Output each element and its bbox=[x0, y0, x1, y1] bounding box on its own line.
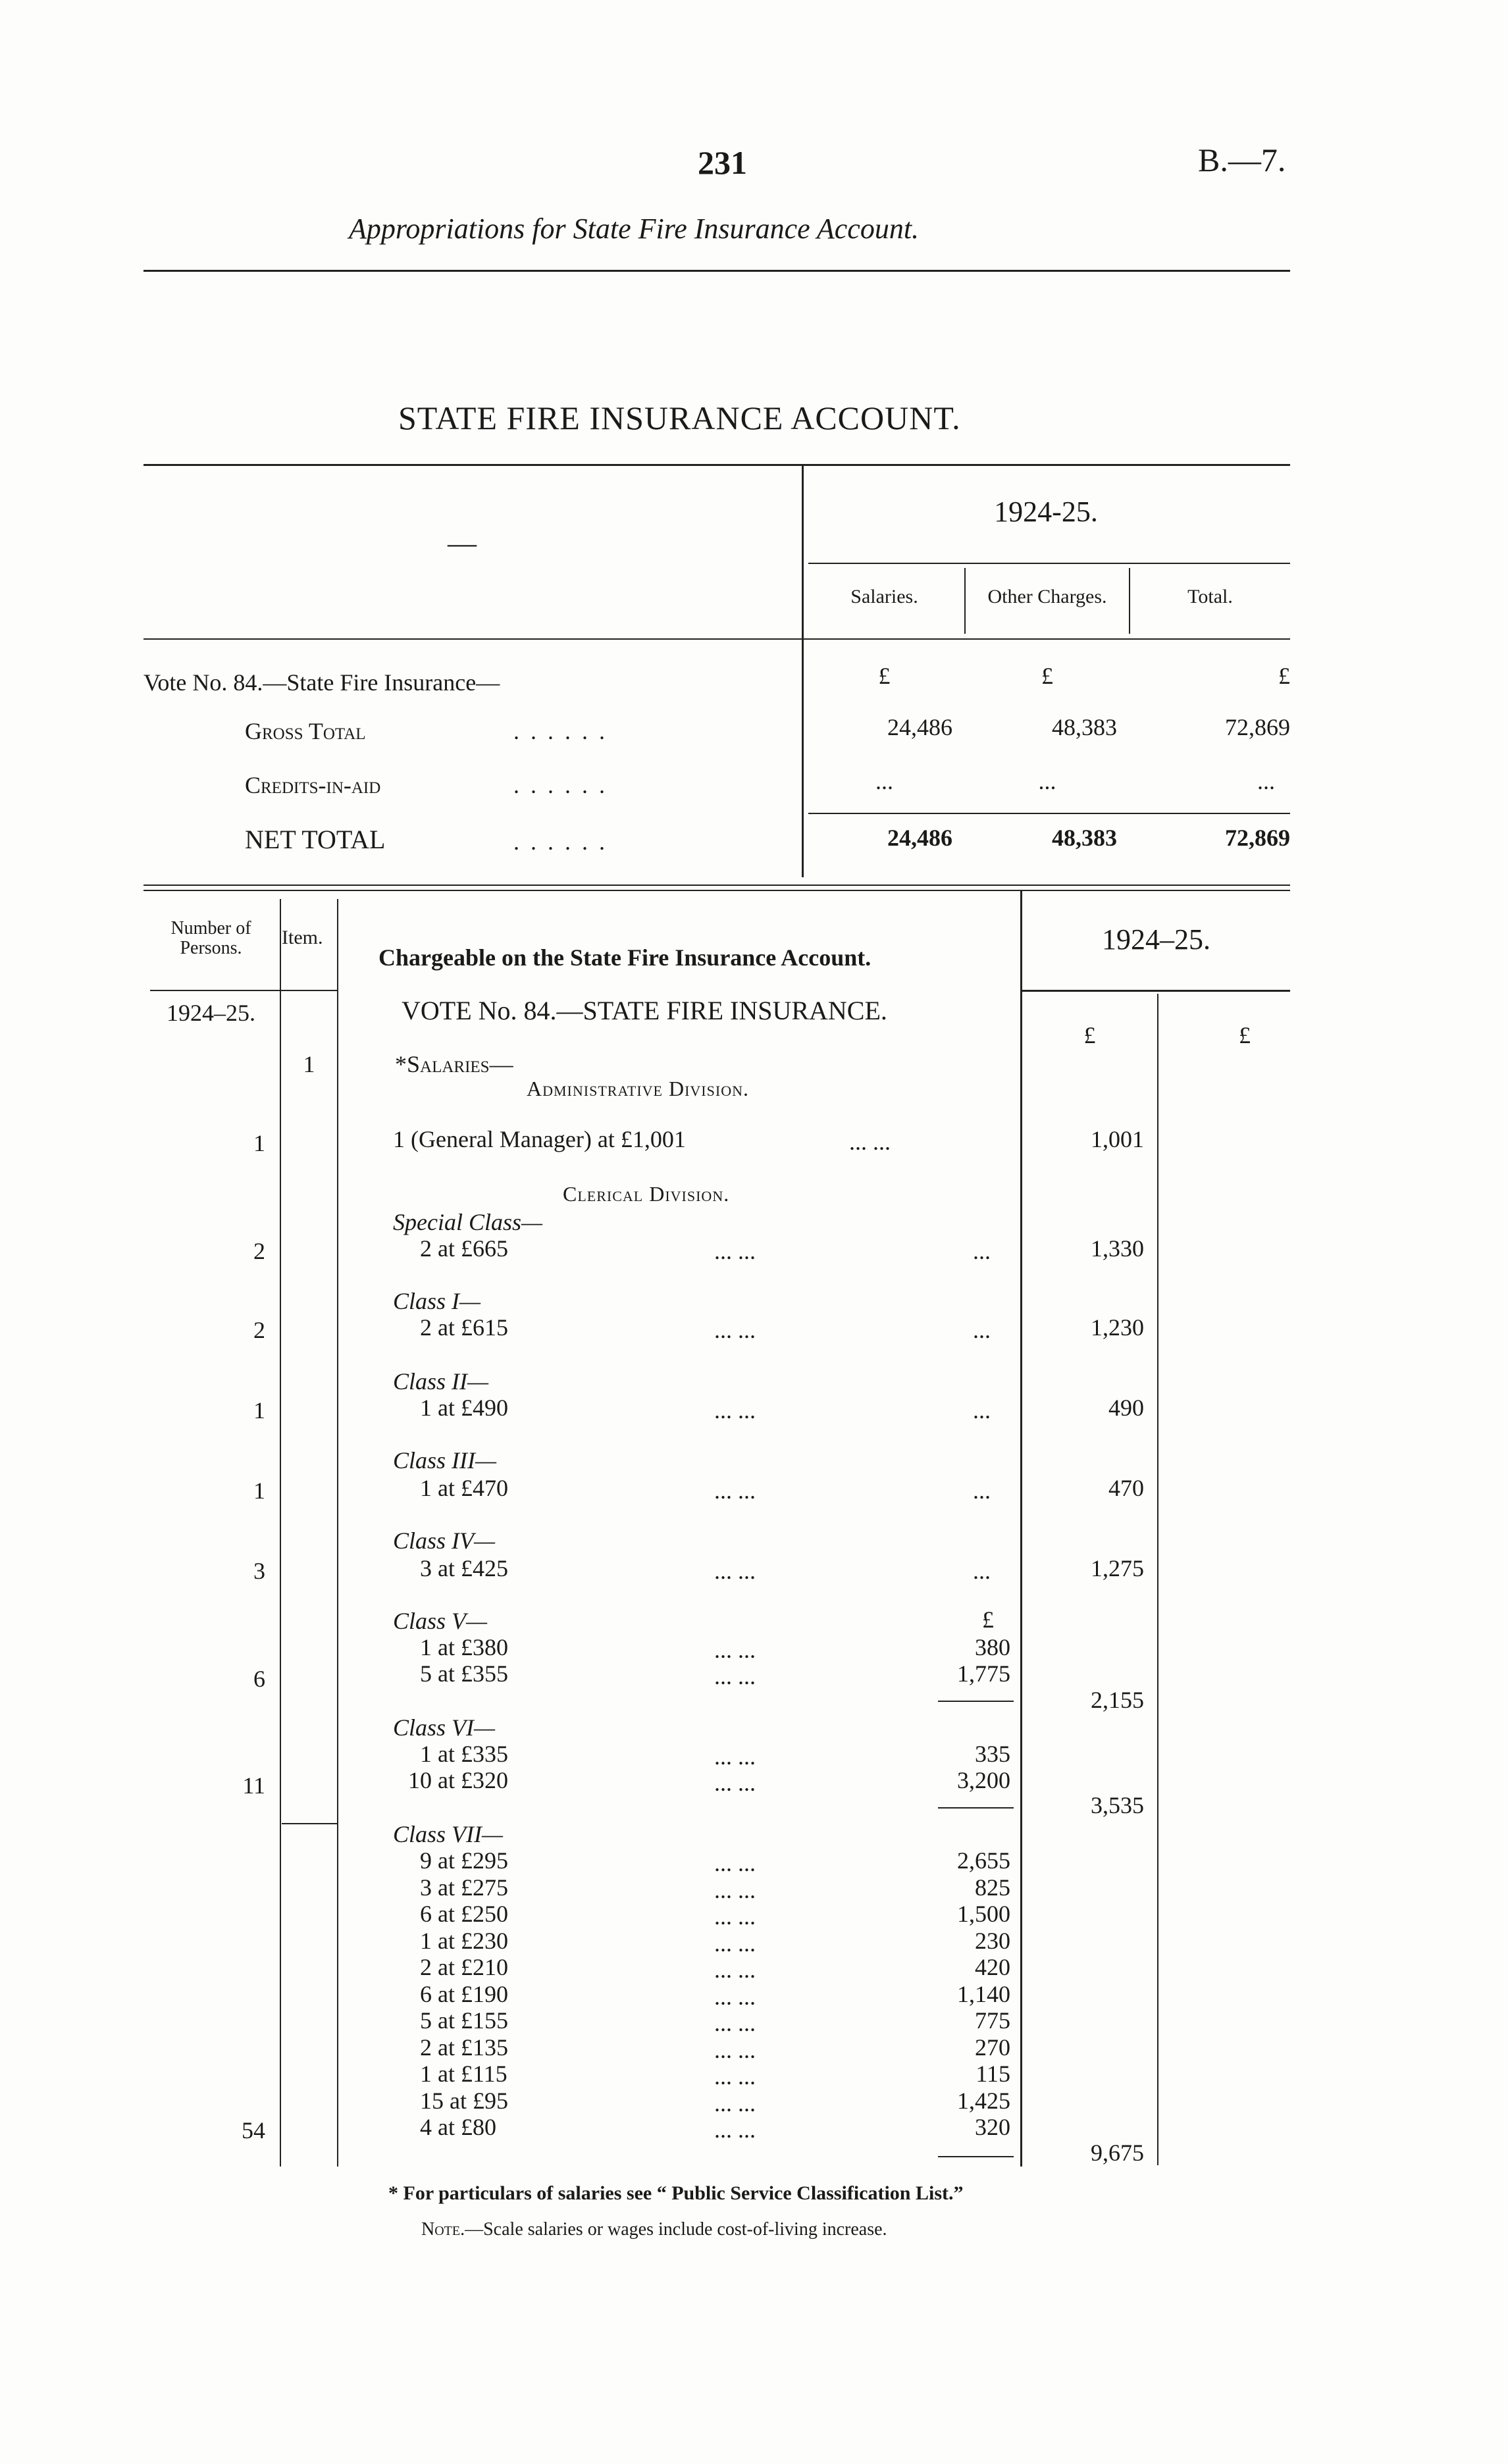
class-vii-amount: 270 bbox=[975, 2034, 1010, 2061]
class-vii-amount: 2,655 bbox=[957, 1847, 1010, 1874]
summary-year: 1924-25. bbox=[994, 496, 1098, 528]
detail-top-rule-1 bbox=[143, 885, 1290, 886]
class-vii-amount: 1,140 bbox=[957, 1981, 1010, 2007]
class-v-count: 6 bbox=[253, 1666, 265, 1692]
persons-item-divider bbox=[280, 899, 281, 2167]
detail-currency-2: £ bbox=[1239, 1022, 1251, 1048]
leader-dots-end: ... bbox=[973, 1477, 991, 1504]
leader-dots: ... ... bbox=[714, 1930, 756, 1957]
summary-header-rule bbox=[143, 638, 1290, 640]
class-iii-count: 1 bbox=[253, 1477, 265, 1504]
net-total-rule bbox=[808, 813, 1290, 814]
leader-dots: ... ... bbox=[714, 1770, 756, 1796]
leader-dots-end: ... bbox=[973, 1238, 991, 1264]
general-manager-line: 1 (General Manager) at £1,001 bbox=[393, 1126, 686, 1152]
vote-title: VOTE No. 84.—STATE FIRE INSURANCE. bbox=[402, 996, 887, 1025]
vote-label: Vote No. 84.—State Fire Insurance— bbox=[143, 669, 500, 696]
class-vii-line: 2 at £210 bbox=[420, 1954, 508, 1980]
leader-dots-end: ... bbox=[973, 1558, 991, 1584]
class-vii-line: 4 at £80 bbox=[420, 2114, 496, 2140]
class-vii-line: 1 at £230 bbox=[420, 1928, 508, 1954]
detail-year: 1924–25. bbox=[1102, 923, 1210, 956]
page-subtitle: Appropriations for State Fire Insurance Account. bbox=[349, 213, 920, 245]
leader-dots-end: ... bbox=[973, 1317, 991, 1343]
leader-dots-end: ... bbox=[973, 1397, 991, 1424]
amount-header-rule bbox=[1022, 990, 1290, 992]
class-iv-count: 3 bbox=[253, 1558, 265, 1584]
clerical-division: Clerical Division. bbox=[563, 1182, 730, 1206]
net-other: 48,383 bbox=[1052, 825, 1117, 851]
class-vii-amount: 320 bbox=[975, 2114, 1010, 2140]
detail-heading: Chargeable on the State Fire Insurance Account. bbox=[378, 944, 871, 971]
class-vii-amount: 775 bbox=[975, 2007, 1010, 2034]
detail-top-rule-2 bbox=[143, 890, 1290, 891]
class-v-subtotal-rule bbox=[938, 1701, 1014, 1702]
class-v-amount-1: 380 bbox=[975, 1634, 1010, 1660]
class-vii-line: 6 at £190 bbox=[420, 1981, 508, 2007]
class-vii-subtotal-rule bbox=[938, 2156, 1014, 2157]
leader-dots: ... ... bbox=[714, 1558, 756, 1584]
leader-dots: ... ... bbox=[714, 1663, 756, 1689]
class-vii-name: Class VII— bbox=[393, 1821, 504, 1847]
leader-dots: ... ... bbox=[714, 1957, 756, 1983]
footnote-note-text: —Scale salaries or wages include cost-of-living increase. bbox=[465, 2219, 887, 2240]
detail-currency-1: £ bbox=[1083, 1022, 1096, 1048]
leader-dots: ... ... bbox=[714, 1637, 756, 1663]
class-special-amount: 1,330 bbox=[1091, 1235, 1144, 1262]
salaries-label: *Salaries— bbox=[395, 1051, 513, 1077]
col-number-of-persons: Number of Persons. bbox=[170, 918, 251, 958]
summary-title: STATE FIRE INSURANCE ACCOUNT. bbox=[398, 399, 961, 436]
class-vi-total: 3,535 bbox=[1091, 1792, 1144, 1818]
class-vii-line: 2 at £135 bbox=[420, 2034, 508, 2061]
leader-dots: . . . . . . bbox=[513, 772, 608, 798]
class-vii-amount: 1,425 bbox=[957, 2088, 1010, 2114]
net-salaries: 24,486 bbox=[887, 825, 952, 851]
class-vii-line: 1 at £115 bbox=[420, 2061, 507, 2087]
class-v-line-1: 1 at £380 bbox=[420, 1634, 508, 1660]
leader-dots: ... ... bbox=[714, 2090, 756, 2117]
persons-year: 1924–25. bbox=[167, 1000, 255, 1026]
gross-total: 72,869 bbox=[1225, 714, 1290, 740]
net-total: 72,869 bbox=[1225, 825, 1290, 851]
count-general-manager: 1 bbox=[253, 1130, 265, 1156]
class-vii-line: 5 at £155 bbox=[420, 2007, 508, 2034]
gross-total-label: Gross Total bbox=[245, 718, 366, 744]
summary-col-other: Other Charges. bbox=[987, 586, 1107, 607]
class-iv-line: 3 at £425 bbox=[420, 1555, 508, 1581]
class-iii-line: 1 at £470 bbox=[420, 1475, 508, 1501]
class-v-total: 2,155 bbox=[1091, 1687, 1144, 1713]
class-vii-amount: 420 bbox=[975, 1954, 1010, 1980]
class-iii-amount: 470 bbox=[1108, 1475, 1144, 1501]
summary-col-salaries: Salaries. bbox=[850, 586, 918, 607]
class-vi-line-2: 10 at £320 bbox=[408, 1767, 508, 1793]
credits-in-aid-label: Credits-in-aid bbox=[245, 772, 381, 798]
desc-amount-divider bbox=[1020, 891, 1022, 2167]
item-header-rule bbox=[285, 990, 338, 991]
class-vii-amount: 1,500 bbox=[957, 1901, 1010, 1927]
summary-year-rule bbox=[808, 563, 1290, 564]
class-ii-name: Class II— bbox=[393, 1368, 489, 1395]
footnote-note-label: Note. bbox=[421, 2219, 465, 2240]
leader-dots: ... ... bbox=[714, 1317, 756, 1343]
leader-dots: ... ... bbox=[849, 1129, 891, 1155]
persons-header-rule bbox=[150, 990, 285, 991]
class-iii-name: Class III— bbox=[393, 1447, 497, 1474]
amount-total-divider bbox=[1157, 994, 1158, 2165]
class-vii-count: 54 bbox=[242, 2117, 265, 2143]
document-reference: B.—7. bbox=[1198, 141, 1286, 178]
credits-salaries: ... bbox=[875, 768, 893, 794]
leader-dots: ... ... bbox=[714, 2010, 756, 2036]
class-vi-amount-1: 335 bbox=[975, 1741, 1010, 1767]
class-vii-line: 6 at £250 bbox=[420, 1901, 508, 1927]
class-vii-line: 9 at £295 bbox=[420, 1847, 508, 1874]
summary-currency-total: £ bbox=[1278, 663, 1290, 689]
class-i-line: 2 at £615 bbox=[420, 1314, 508, 1341]
class-i-count: 2 bbox=[253, 1317, 265, 1343]
class-vii-total: 9,675 bbox=[1091, 2140, 1144, 2166]
administrative-division: Administrative Division. bbox=[527, 1077, 749, 1100]
col-item: Item. bbox=[282, 927, 323, 948]
leader-dots: ... ... bbox=[714, 2037, 756, 2063]
page-number: 231 bbox=[698, 144, 747, 181]
class-ii-count: 1 bbox=[253, 1397, 265, 1424]
item-number: 1 bbox=[303, 1051, 315, 1077]
item-desc-divider bbox=[337, 899, 338, 2167]
class-vi-name: Class VI— bbox=[393, 1714, 496, 1741]
amount-general-manager: 1,001 bbox=[1091, 1126, 1144, 1152]
class-v-name: Class V— bbox=[393, 1608, 488, 1634]
class-special-name: Special Class— bbox=[393, 1209, 543, 1235]
class-iv-name: Class IV— bbox=[393, 1527, 496, 1554]
gross-other: 48,383 bbox=[1052, 714, 1117, 740]
class-iv-amount: 1,275 bbox=[1091, 1555, 1144, 1581]
gross-salaries: 24,486 bbox=[887, 714, 952, 740]
leader-dots: . . . . . . bbox=[513, 718, 608, 744]
class-vi-count: 11 bbox=[242, 1772, 265, 1799]
class-ii-line: 1 at £490 bbox=[420, 1395, 508, 1421]
summary-top-rule bbox=[143, 464, 1290, 466]
summary-col-total: Total. bbox=[1187, 586, 1233, 607]
class-vii-line: 15 at £95 bbox=[420, 2088, 508, 2114]
class-i-amount: 1,230 bbox=[1091, 1314, 1144, 1341]
class-vi-subtotal-rule bbox=[938, 1807, 1014, 1809]
class-v-line-2: 5 at £355 bbox=[420, 1660, 508, 1687]
item-separator-rule bbox=[282, 1823, 338, 1824]
net-total-label: NET TOTAL bbox=[245, 825, 386, 854]
summary-currency-salaries: £ bbox=[878, 663, 891, 689]
leader-dots: ... ... bbox=[714, 1984, 756, 2010]
header-rule bbox=[143, 270, 1290, 272]
class-special-count: 2 bbox=[253, 1238, 265, 1264]
credits-other: ... bbox=[1038, 768, 1056, 794]
class-ii-amount: 490 bbox=[1108, 1395, 1144, 1421]
leader-dots: ... ... bbox=[714, 1877, 756, 1903]
class-vii-amount: 115 bbox=[975, 2061, 1010, 2087]
class-i-name: Class I— bbox=[393, 1288, 481, 1314]
class-vii-amount: 230 bbox=[975, 1928, 1010, 1954]
leader-dots: ... ... bbox=[714, 1238, 756, 1264]
footnote-note bbox=[421, 2219, 887, 2240]
class-v-amount-2: 1,775 bbox=[957, 1660, 1010, 1687]
leader-dots: ... ... bbox=[714, 2063, 756, 2090]
leader-dots: . . . . . . bbox=[513, 829, 608, 855]
leader-dots: ... ... bbox=[714, 2117, 756, 2143]
leader-dots: ... ... bbox=[714, 1743, 756, 1770]
footnote-classification: * For particulars of salaries see “ Public Service Classification List.” bbox=[388, 2182, 964, 2204]
summary-dash: — bbox=[448, 527, 477, 559]
leader-dots: ... ... bbox=[714, 1903, 756, 1930]
class-vi-line-1: 1 at £335 bbox=[420, 1741, 508, 1767]
leader-dots: ... ... bbox=[714, 1477, 756, 1504]
leader-dots: ... ... bbox=[714, 1850, 756, 1876]
leader-dots: ... ... bbox=[714, 1397, 756, 1424]
credits-total: ... bbox=[1257, 768, 1275, 794]
class-v-currency: £ bbox=[982, 1606, 994, 1633]
class-vii-amount: 825 bbox=[975, 1874, 1010, 1901]
class-vi-amount-2: 3,200 bbox=[957, 1767, 1010, 1793]
class-special-line: 2 at £665 bbox=[420, 1235, 508, 1262]
summary-currency-other: £ bbox=[1041, 663, 1053, 689]
class-vii-line: 3 at £275 bbox=[420, 1874, 508, 1901]
